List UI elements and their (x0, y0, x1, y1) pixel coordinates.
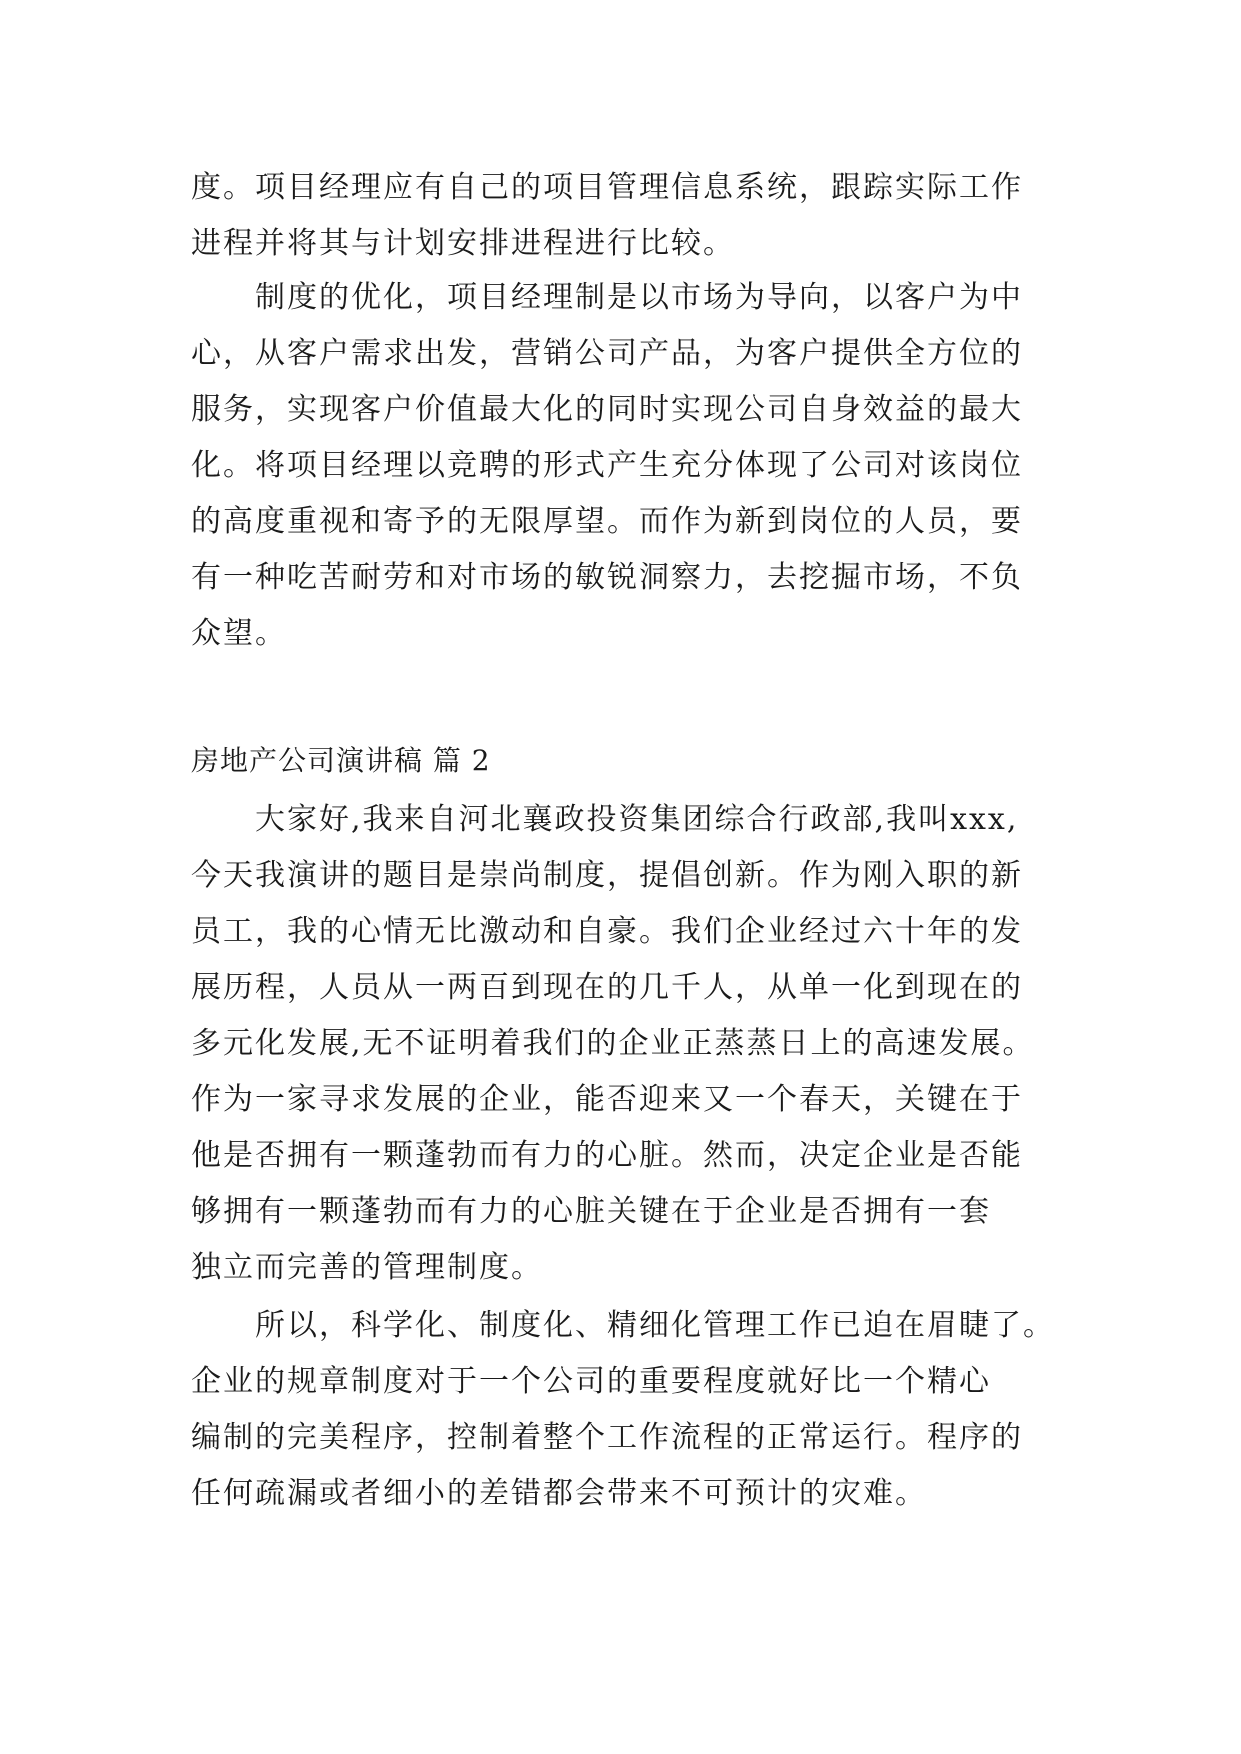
paragraph-line: 编制的完美程序，控制着整个工作流程的正常运行。程序的 (191, 1420, 1023, 1455)
paragraph-line: 制度的优化，项目经理制是以市场为导向，以客户为中 (255, 280, 1023, 315)
paragraph-line: 员工，我的心情无比激动和自豪。我们企业经过六十年的发 (191, 914, 1023, 949)
paragraph-line: 服务，实现客户价值最大化的同时实现公司自身效益的最大 (191, 392, 1023, 427)
paragraph-line: 有一种吃苦耐劳和对市场的敏锐洞察力，去挖掘市场，不负 (191, 560, 1023, 595)
paragraph-line: 他是否拥有一颗蓬勃而有力的心脏。然而，决定企业是否能 (191, 1138, 1023, 1173)
paragraph-line: 心，从客户需求出发，营销公司产品，为客户提供全方位的 (191, 336, 1023, 371)
paragraph-line: 化。将项目经理以竞聘的形式产生充分体现了公司对该岗位 (191, 448, 1023, 483)
paragraph-line: 任何疏漏或者细小的差错都会带来不可预计的灾难。 (191, 1476, 927, 1511)
paragraph-line: 展历程，人员从一两百到现在的几千人，从单一化到现在的 (191, 970, 1023, 1005)
paragraph-line: 今天我演讲的题目是崇尚制度，提倡创新。作为刚入职的新 (191, 858, 1023, 893)
paragraph-line: 大家好,我来自河北襄政投资集团综合行政部,我叫xxx, (255, 802, 1019, 837)
paragraph-line: 度。项目经理应有自己的项目管理信息系统，跟踪实际工作 (191, 170, 1023, 205)
paragraph-line: 所以，科学化、制度化、精细化管理工作已迫在眉睫了。 (255, 1308, 1055, 1343)
paragraph-line: 独立而完善的管理制度。 (191, 1250, 543, 1285)
paragraph-line: 作为一家寻求发展的企业，能否迎来又一个春天，关键在于 (191, 1082, 1023, 1117)
paragraph-line: 多元化发展,无不证明着我们的企业正蒸蒸日上的高速发展。 (191, 1026, 1035, 1061)
paragraph-line: 企业的规章制度对于一个公司的重要程度就好比一个精心 (191, 1364, 991, 1399)
paragraph-line: 的高度重视和寄予的无限厚望。而作为新到岗位的人员，要 (191, 504, 1023, 539)
paragraph-line: 进程并将其与计划安排进程进行比较。 (191, 226, 735, 261)
section-heading: 房地产公司演讲稿 篇 2 (191, 744, 491, 777)
paragraph-line: 众望。 (191, 616, 287, 651)
paragraph-line: 够拥有一颗蓬勃而有力的心脏关键在于企业是否拥有一套 (191, 1194, 991, 1229)
